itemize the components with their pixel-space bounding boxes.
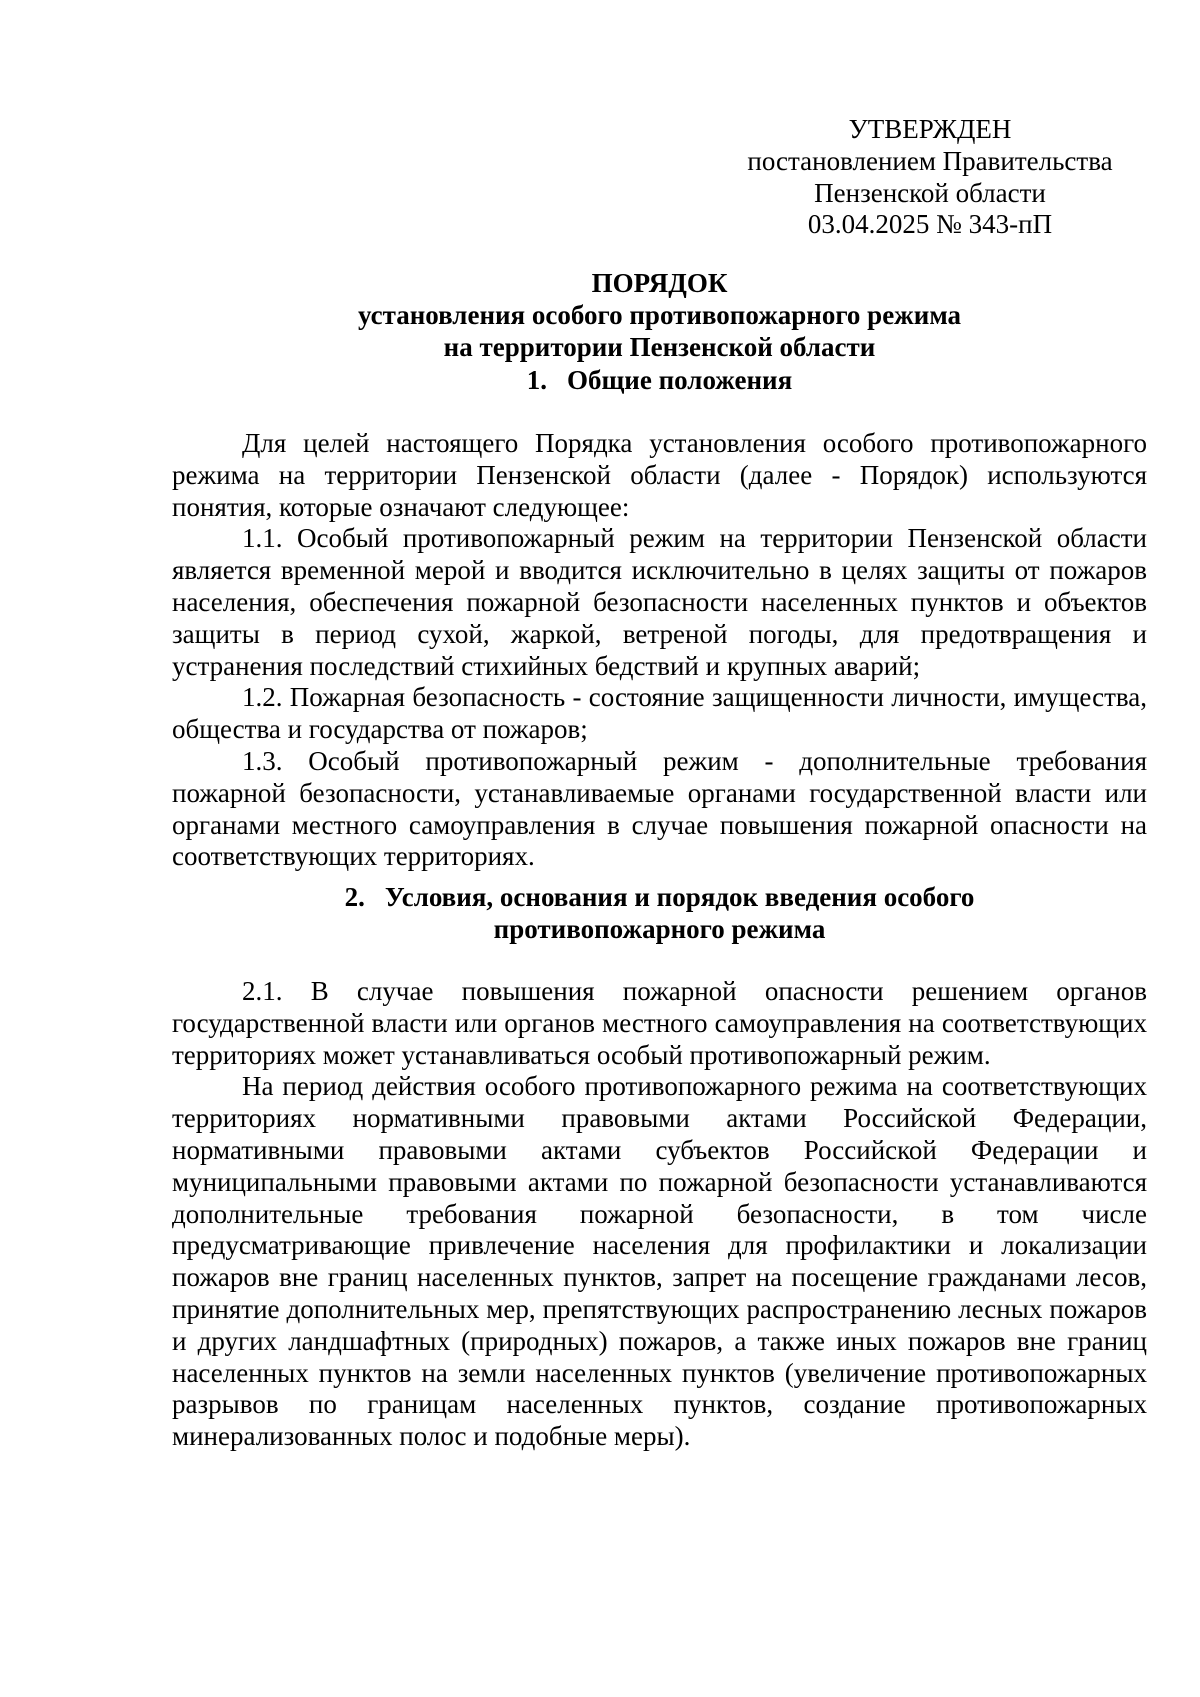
section-1-title: Общие положения bbox=[567, 365, 793, 395]
paragraph-1-1: 1.1. Особый противопожарный режим на территории Пензенской области является временной мерой и вводится исключительно в целях защиты от пожаров населения, обеспечения пожарной безопасности населенных пунктов и объектов защиты в период сухой, жаркой, ветреной погоды, для предотвращения и устранения последствий стихийных бедствий и крупных аварий; bbox=[172, 523, 1147, 681]
document-title bbox=[172, 268, 1147, 363]
paragraph-1-2: 1.2. Пожарная безопасность - состояние защищенности личности, имущества, общества и государства от пожаров; bbox=[172, 682, 1147, 745]
approval-stamp-block bbox=[705, 114, 1155, 241]
section-2-number: 2. bbox=[344, 882, 365, 912]
paragraph-2-1-continued: На период действия особого противопожарного режима на соответствующих территориях нормативными правовыми актами Российской Федерации, нормативными правовыми актами субъектов Российской Федерации и муниципальными правовыми актами по пожарной безопасности устанавливаются дополнительные требования пожарной безопасности, в том числе предусматривающие привлечение населения для профилактики и локализации пожаров вне границ населенных пунктов, запрет на посещение гражданами лесов, принятие дополнительных мер, препятствующих распространению лесных пожаров и других ландшафтных (природных) пожаров, а также иных пожаров вне границ населенных пунктов на земли населенных пунктов (увеличение противопожарных разрывов по границам населенных пунктов, создание противопожарных минерализованных полос и подобные меры). bbox=[172, 1071, 1147, 1452]
section-2-title-line-1: Условия, основания и порядок введения особого bbox=[384, 882, 975, 912]
paragraph-1-3: 1.3. Особый противопожарный режим - дополнительные требования пожарной безопасности, устанавливаемые органами государственной власти или органами местного самоуправления в случае повышения пожарной опасности на соответствующих территориях. bbox=[172, 745, 1147, 872]
approval-date-number: 03.04.2025 № 343-пП bbox=[807, 209, 1053, 240]
approval-authority: постановлением Правительства bbox=[747, 145, 1113, 176]
paragraph-2-1: 2.1. В случае повышения пожарной опасности решением органов государственной власти или органов местного самоуправления на соответствующих территориях может устанавливаться особый противопожарный режим. bbox=[172, 976, 1147, 1070]
section-1-number: 1. bbox=[526, 365, 548, 395]
approval-region: Пензенской области bbox=[814, 177, 1046, 208]
section-1-body bbox=[172, 428, 1147, 873]
section-1-heading bbox=[172, 365, 1147, 397]
section-1-intro-paragraph: Для целей настоящего Порядка установления особого противопожарного режима на территории Пензенской области (далее - Порядок) используются понятия, которые означают следующее: bbox=[172, 428, 1147, 522]
approval-status: УТВЕРЖДЕН bbox=[848, 114, 1012, 144]
section-2-heading bbox=[172, 882, 1147, 946]
title-line-3: на территории Пензенской области bbox=[443, 331, 876, 362]
title-line-1: ПОРЯДОК bbox=[591, 268, 728, 298]
section-2-body bbox=[172, 976, 1147, 1453]
title-line-2: установления особого противопожарного режима bbox=[357, 299, 962, 330]
section-2-title-line-2: противопожарного режима bbox=[493, 913, 826, 944]
